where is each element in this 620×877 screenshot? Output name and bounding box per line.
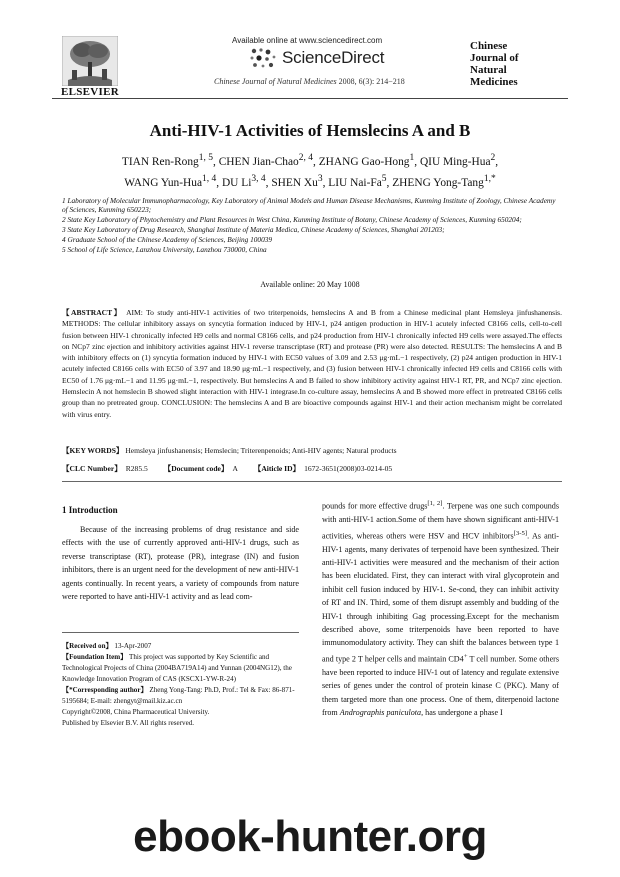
keywords-text: Hemsleya jinfushanensis; Hemslecin; Triterenpenoids; Anti-HIV agents; Natural products	[125, 446, 397, 455]
header-divider	[52, 98, 568, 99]
article-id-value: 1672-3651(2008)03-0214-05	[304, 464, 393, 473]
affiliation-item: 2 State Key Laboratory of Phytochemistry and Plant Resources in West China, Kunming Institute of Botany, Chinese Academy of Sciences, Kunming 650204;	[62, 215, 522, 225]
footnotes	[62, 641, 299, 729]
page-header	[0, 0, 620, 98]
available-online-text: Available online at www.sciencedirect.com	[232, 36, 383, 45]
journal-citation	[214, 77, 405, 86]
footnote-divider	[62, 632, 299, 633]
footnote-copyright: Copyright©2008, China Pharmaceutical University.	[62, 708, 210, 716]
elsevier-logo	[58, 36, 122, 98]
elsevier-wordmark: ELSEVIER	[60, 86, 120, 98]
authors-line-2: WANG Yun-Hua$^{1, 4}$, DU Li$^{3, 4}$, SHEN Xu$^3$, LIU Nai-Fa$^5$, ZHENG Yong-Tang$^{1,*}$	[124, 173, 496, 189]
foundation-text: This project was supported by Key Scientific and Technological Projects of China (2004BA719A14) and Yunnan (2004NG12), the Knowledge Innovation Program of CAS (KSCX1-YW-R-24)	[62, 653, 292, 683]
affiliation-item: 5 School of Life Science, Lanzhou University, Lanzhou 730000, China	[62, 245, 267, 255]
affiliation-item: 4 Graduate School of the Chinese Academy of Sciences, Beijing 100039	[62, 235, 273, 245]
section-heading-introduction: 1 Introduction	[62, 505, 118, 515]
classification-line	[62, 463, 562, 474]
received-label: 【Received on】	[62, 642, 113, 650]
intro-paragraph-left: Because of the increasing problems of drug resistance and side effects with the use of currently approved anti-HIV-1 drugs, such as reverse transcriptase (RT), protease (PR), integrase (IN) and fusion inhibitors, there is an urgent need for the development of new anti-HIV-1 agents continually. In recent years, a variety of compounds from nature were reported to have anti-HIV-1 activity and as lead com-	[62, 525, 299, 602]
journal-name-line: Journal of	[470, 52, 519, 64]
footnote-foundation	[62, 652, 299, 685]
footnote-published: Published by Elsevier B.V. All rights reserved.	[62, 719, 195, 727]
document-code-value: A	[232, 464, 238, 473]
available-online-date: Available online: 20 May 1008	[260, 280, 360, 289]
citation-journal: Chinese Journal of Natural Medicines	[214, 77, 337, 86]
watermark-text: ebook-hunter.org	[133, 812, 487, 861]
sciencedirect-wordmark: ScienceDirect	[282, 48, 385, 67]
document-code-label: 【Document code】	[163, 464, 229, 473]
corresponding-label: 【*Corresponding author】	[62, 686, 148, 694]
abstract	[62, 307, 562, 420]
clc-value: R285.5	[125, 464, 148, 473]
affiliations	[62, 196, 562, 255]
journal-name-line: Chinese	[470, 40, 508, 52]
article-id-label: 【Aiticle ID】	[253, 464, 301, 473]
foundation-label: 【Foundation Item】	[62, 653, 128, 661]
abstract-text: AIM: To study anti-HIV-1 activities of two triterpenoids, hemslecins A and B from a Chinese medicinal plant Hemsleya jinfushanensis. METHODS: The cellular inhibitory assays on syncytia formation induced by HIV-1, p24 antigen production in HIV-1 acutely infected C8166 cells, cell-to-cell fusion between HIV-1 chronically infected H9 cells and normal C8166 cells, and p24 production from HIV-1 chronically infected H9 cells were assayed.The effects on NCp7 zinc ejection and inhibitory activities against HIV-1 reverse transcriptase (RT) and protease (PR) were also detected. RESULTS: The hemslecins A and B with inhibitory effects on (1) syncytia formation induced by HIV-1 with EC50 values of 3.09 and 2.53 μg·mL−1 respectively, (2) p24 antigen production in HIV-1 acutely infected C8166 cells with EC50 of 3.97 and 18.90 μg·mL−1 respectively, and (3) fusion between HIV-1 chronically infected H9 cells and C8166 cells with EC50 of 1.76 μg·mL−1 and 11.95 μg·mL−1, respectively. But hemslecins A and B failed to show inhibitory activity against HIV-1 RT, PR, and NCp7 zinc ejection. Hemslecin A not hemslecin B showed slight interaction with HIV-1 integrase.In co-culture assay, hemslecins A and B showed more effect in pretreated C8166 cells group than no pretreated group. CONCLUSION: The hemslecins A and B are bioactive compounds against HIV-1 and their action mechanism might be correlated with virus entry.	[62, 308, 563, 419]
intro-paragraph-right: pounds for more effective drugs[1, 2]. Terpene was one such compounds with anti-HIV-1 action.Some of them have shown significant anti-HIV-1 activities, whereas others were HSV and HCV inhibitors[3-5]. As anti-HIV-1 agents, many derivates of terpenoid have been synthesized. Their anti-HIV-1 activities were measured and the mechanism of their action has been elucidated. First, they can interact with viral glycoprotein and inhibit cell fusion induced by HIV-1. Se-cond, they can inhibit activity of RT and IN. Third, some of them disrupt assembly and budding of the HIV-1 through inhibiting Gag processing.Except for the mechanism described above, some triterpenoids have been reported to have immunomodulatory activity. They can shift the balances between type 1 and type 2 T helper cells and maintain CD4+ T cell number. Some others have been reported to induce HIV-1 out of latency and regulate extensive series of genes under the control of protein kinase C (PKC). Many of them targeted more than one process. One of them, diterpenoid lactone from Andrographis paniculota, has undergone a phase I	[322, 500, 560, 718]
left-column	[62, 505, 299, 603]
affiliation-item: 1 Laboratory of Molecular Immunopharmacology, Key Laboratory of Animal Models and Human Disease Mechanisms, Kunming Institute of Zoology, Chinese Academy of Sciences, Kunming 650223;	[62, 196, 556, 215]
journal-name-block	[470, 40, 550, 88]
abstract-divider	[62, 481, 562, 482]
keywords	[62, 445, 562, 456]
journal-name-line: Natural	[470, 64, 507, 76]
clc-label: 【CLC Number】	[62, 464, 122, 473]
keywords-label: 【KEY WORDS】	[62, 446, 124, 455]
corresponding-text: Zheng Yong-Tang: Ph.D, Prof.: Tel & Fax: 86-871-5195684; E-mail: zhengyt@mail.kiz.ac.cn	[62, 686, 295, 705]
elsevier-tree-icon	[62, 36, 118, 86]
citation-volume-pages: 2008, 6(3): 214−218	[336, 77, 405, 86]
abstract-label: 【ABSTRACT】	[62, 308, 123, 317]
right-column	[322, 497, 559, 720]
footnote-received	[62, 641, 299, 652]
authors-line-1: TIAN Ren-Rong$^{1, 5}$, CHEN Jian-Chao$^{2, 4}$, ZHANG Gao-Hong$^1$, QIU Ming-Hua$^2$,	[121, 153, 499, 168]
article-title: Anti-HIV-1 Activities of Hemslecins A and B	[149, 121, 471, 140]
author-list	[70, 150, 550, 192]
sciencedirect-dots-icon	[248, 47, 278, 69]
journal-name-line: Medicines	[470, 76, 518, 88]
received-date: 13-Apr-2007	[114, 642, 152, 650]
footnote-corresponding	[62, 685, 299, 707]
affiliation-item: 3 State Key Laboratory of Drug Research, Shanghai Institute of Materia Medica, Chinese Academy of Sciences, Shanghai 201203;	[62, 225, 445, 235]
